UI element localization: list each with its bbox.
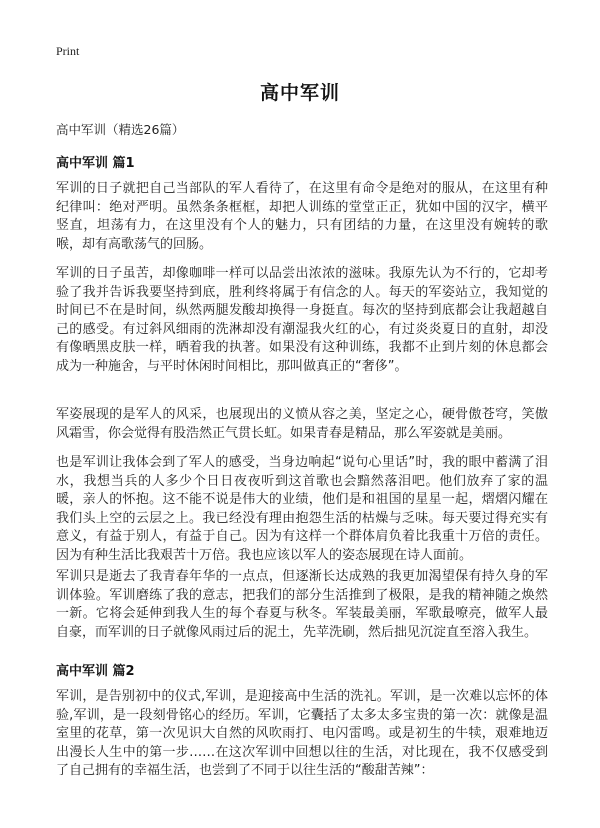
document-subtitle: 高中军训（精选26篇） — [56, 122, 185, 137]
section-2-paragraph-1: 军训，是告别初中的仪式,军训，是迎接高中生活的洗礼。军训，是一次难以忘怀的体验,军训，是一段刻骨铭心的经历。军训，它囊括了太多太多宝贵的第一次：就像是温室里的花草，第一次见识大自然的风吹雨打、电闪雷鸣。或是初生的牛犊，艰难地迈出漫长人生中的第一步……在这次军训中回想以往的生活，对比现在，我不仅感受到了自己拥有的幸福生活，也尝到了不同于以往生活的“酸甜苦辣”： — [56, 689, 548, 779]
section-heading-1: 高中军训 篇1 — [56, 156, 135, 171]
section-1-paragraph-5: 军训只是逝去了我青春年华的一点点，但逐渐长达成熟的我更加渴望保有持久身的军训体验。军训磨练了我的意志，把我们的部分生活推到了极限，是我的精神随之焕然一新。它将会延伸到我人生的每个春夏与秋冬。军装最美丽，军歌最嘹亮，做军人最自豪，而军训的日子就像风雨过后的泥土，先苹洗刷，然后拙见沉淀直至溶入我生。 — [56, 569, 548, 640]
section-1-paragraph-2: 军训的日子虽苦，却像咖啡一样可以品尝出浓浓的滋味。我原先认为不行的，它却考验了我并告诉我要坚持到底，胜利终将属于有信念的人。每天的军姿站立，我知觉的时间已不在是时间，纵然两腿发酸却换得一身挺直。每次的坚持到底都会让我超越自己的感受。有过斜风细雨的洗淋却没有潮湿我火红的心，有过炎炎夏日的直射，却没有像晒黑皮肤一样，晒着我的执著。如果没有这种训练，我都不止到片刻的休息都会成为一种施舍，与平时休闲时间相比，那叫做真正的“奢侈”。 — [56, 266, 548, 374]
section-1-paragraph-1: 军训的日子就把自己当部队的军人看待了，在这里有命令是绝对的服从，在这里有种纪律叫：绝对严明。虽然条条框框，却把人训练的堂堂正正，犹如中国的汉字，横平竖直，坦荡有力，在这里没有个人的魅力，只有团结的力量，在这里没有婉转的歌喉，却有高歌荡气的回肠。 — [56, 181, 548, 252]
section-heading-2: 高中军训 篇2 — [56, 664, 135, 679]
page-title: 高中军训 — [259, 82, 340, 104]
section-1-paragraph-3: 军姿展现的是军人的风采，也展现出的义愤从容之美，坚定之心，硬骨傲苍穹，笑傲风霜雪，你会觉得有股浩然正气贯长虹。如果青春是精品，那么军姿就是美丽。 — [56, 407, 548, 441]
section-1-paragraph-4: 也是军训让我体会到了军人的感受，当身边响起“说句心里话”时，我的眼中蓄满了泪水，我想当兵的人多少个日日夜夜听到这首歌也会黯然落泪吧。他们放弃了家的温暖，亲人的怀抱。这不能不说是伟大的业绩，他们是和祖国的星星一起，熠熠闪耀在我们头上空的云层之上。我已经没有理由抱怨生活的枯燥与乏味。每天要过得充实有意义，有益于别人，有益于自己。因为有这样一个群体肩负着比我重十万倍的责任。因为有种生活比我艰苦十万倍。我也应该以军人的姿态展现在诗人面前。 — [56, 455, 548, 563]
print-link[interactable]: Print — [56, 44, 80, 58]
